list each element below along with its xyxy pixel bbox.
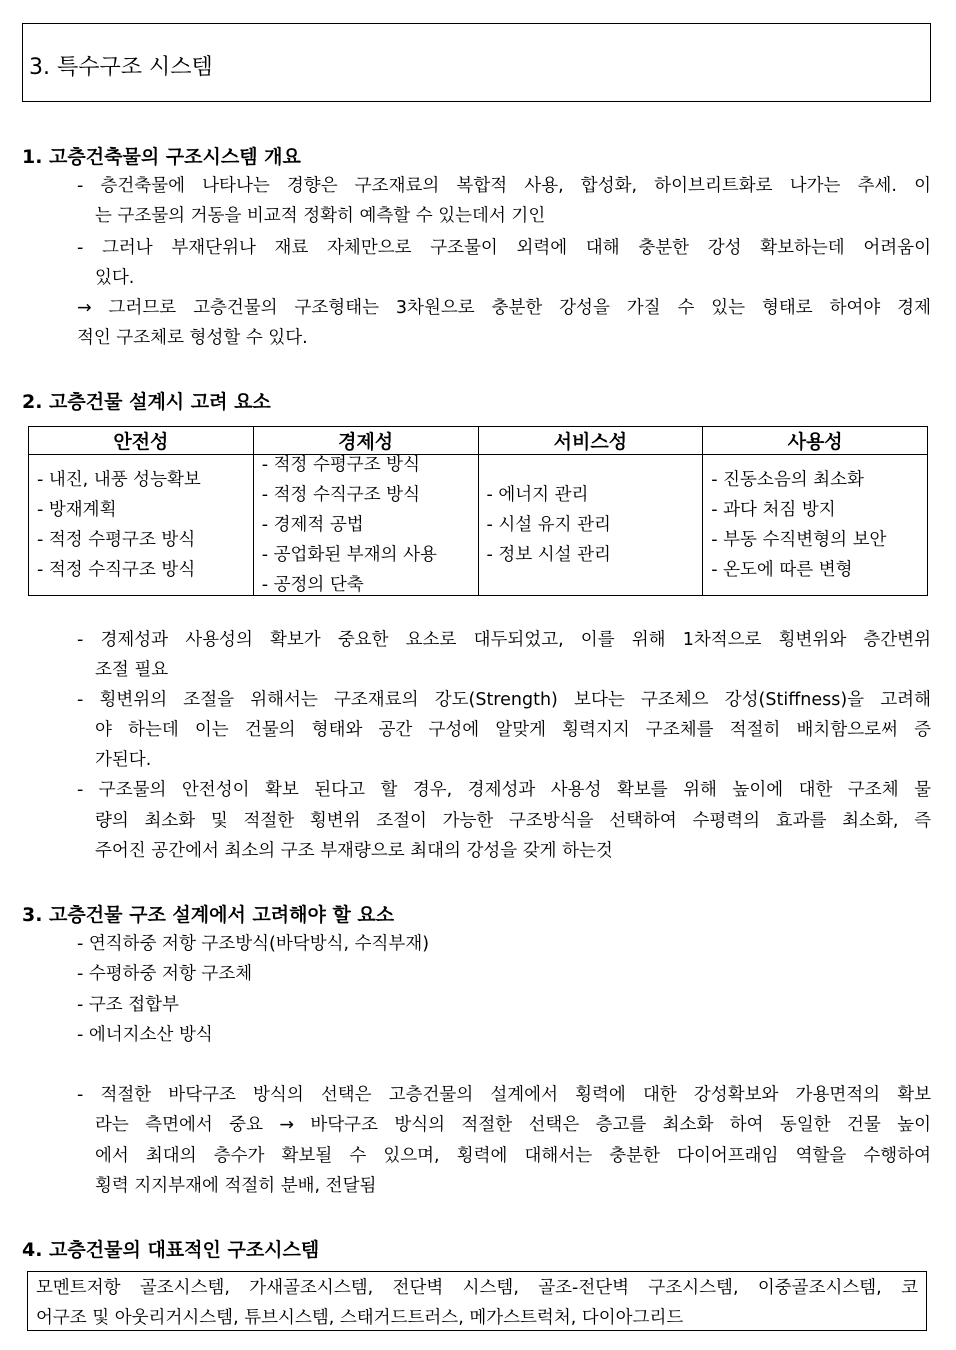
section-4-heading: 4. 고층건물의 대표적인 구조시스템	[22, 1239, 320, 1261]
section-1-line: 는 구조물의 거동을 비교적 정확히 예측할 수 있는데서 기인	[95, 206, 546, 226]
section-3-item: - 에너지소산 방식	[77, 1025, 213, 1045]
table-row	[29, 455, 928, 596]
table-header-safety: 안전성	[29, 427, 254, 455]
table-header-usability: 사용성	[703, 427, 928, 455]
section-2-line: - 경제성과 사용성의 확보가 중요한 요소로 대두되었고, 이를 위해 1차적으로 횡변위와 층간변위	[77, 630, 931, 650]
section-3-heading: 3. 고층건물 구조 설계에서 고려해야 할 요소	[22, 904, 395, 926]
document-title: 3. 특수구조 시스템	[29, 55, 213, 80]
list-item: - 적정 수평구조 방식	[37, 530, 196, 550]
list-item: - 적정 수직구조 방식	[37, 560, 196, 580]
list-item: - 내진, 내풍 성능확보	[37, 470, 201, 490]
list-item: - 적정 수직구조 방식	[261, 485, 420, 505]
list-item: - 정보 시설 관리	[486, 545, 611, 565]
section-1-heading: 1. 고층건축물의 구조시스템 개요	[22, 146, 301, 168]
table-cell-safety	[29, 455, 254, 596]
table-header-economy: 경제성	[253, 427, 478, 455]
list-item: - 적정 수평구조 방식	[261, 455, 420, 475]
systems-line: 어구조 및 아웃리거시스템, 튜브시스템, 스태거드트러스, 메가스트럭처, 다이아그리드	[36, 1308, 684, 1328]
list-item: - 진동소음의 최소화	[711, 470, 864, 490]
section-3-line: 횡력 지지부재에 적절히 분배, 전달됨	[95, 1176, 377, 1196]
section-2-line: - 구조물의 안전성이 확보 된다고 할 경우, 경제성과 사용성 확보를 위해 높이에 대한 구조체 물	[77, 780, 931, 800]
section-1-line: 있다.	[95, 268, 135, 288]
section-2-heading: 2. 고층건물 설계시 고려 요소	[22, 391, 271, 413]
section-3-item: - 수평하중 저항 구조체	[77, 964, 253, 984]
section-2-line: 주어진 공간에서 최소의 구조 부재량으로 최대의 강성을 갖게 하는것	[95, 841, 613, 861]
section-1-line: - 층건축물에 나타나는 경향은 구조재료의 복합적 사용, 합성화, 하이브리트화로 나가는 추세. 이	[77, 176, 931, 196]
list-item: - 과다 처짐 방지	[711, 500, 836, 520]
table-cell-usability	[703, 455, 928, 596]
structural-systems-box	[27, 1271, 927, 1331]
list-item: - 에너지 관리	[486, 485, 589, 505]
section-3-line: 에서 최대의 층수가 확보될 수 있으며, 횡력에 대해서는 충분한 다이어프래임 역할을 수행하여	[95, 1146, 931, 1166]
systems-line: 모멘트저항 골조시스템, 가새골조시스템, 전단벽 시스템, 골조-전단벽 구조시스템, 이중골조시스템, 코	[36, 1278, 918, 1298]
list-item: - 온도에 따른 변형	[711, 560, 853, 580]
section-3-item: - 구조 접합부	[77, 995, 179, 1015]
table-header-row	[29, 427, 928, 455]
list-item: - 부동 수직변형의 보안	[711, 530, 887, 550]
table-header-serviceability: 서비스성	[478, 427, 703, 455]
list-item: - 시설 유지 관리	[486, 515, 611, 535]
section-1-line: → 그러므로 고층건물의 구조형태는 3차원으로 충분한 강성을 가질 수 있는 형태로 하여야 경제	[77, 298, 931, 318]
table-cell-serviceability	[478, 455, 703, 596]
section-2-line: 가된다.	[95, 750, 152, 770]
document-title-box	[22, 23, 931, 102]
design-factors-table	[28, 426, 928, 596]
section-3-item: - 연직하중 저항 구조방식(바닥방식, 수직부재)	[77, 934, 430, 954]
section-2-line: 량의 최소화 및 적절한 횡변위 조절이 가능한 구조방식을 선택하여 수평력의 효과를 최소화, 즉	[95, 811, 931, 831]
table-cell-economy	[253, 455, 478, 596]
section-3-line: - 적절한 바닥구조 방식의 선택은 고층건물의 설계에서 횡력에 대한 강성확보와 가용면적의 확보	[77, 1085, 931, 1105]
section-2-line: 야 하는데 이는 건물의 형태와 공간 구성에 알맞게 횡력지지 구조체를 적절히 배치함으로써 증	[95, 720, 931, 740]
list-item: - 공정의 단축	[261, 575, 364, 595]
section-2-line: - 횡변위의 조절을 위해서는 구조재료의 강도(Strength) 보다는 구조체으 강성(Stiffness)을 고려해	[77, 690, 931, 710]
section-3-line: 라는 측면에서 중요 → 바닥구조 방식의 적절한 선택은 층고를 최소화 하여 동일한 건물 높이	[95, 1115, 931, 1135]
section-1-line: 적인 구조체로 형성할 수 있다.	[77, 328, 308, 348]
list-item: - 방재계획	[37, 500, 117, 520]
list-item: - 경제적 공법	[261, 515, 364, 535]
list-item: - 공업화된 부재의 사용	[261, 545, 437, 565]
section-1-line: - 그러나 부재단위나 재료 자체만으로 구조물이 외력에 대해 충분한 강성 확보하는데 어려움이	[77, 238, 931, 258]
section-2-line: 조절 필요	[95, 660, 169, 680]
